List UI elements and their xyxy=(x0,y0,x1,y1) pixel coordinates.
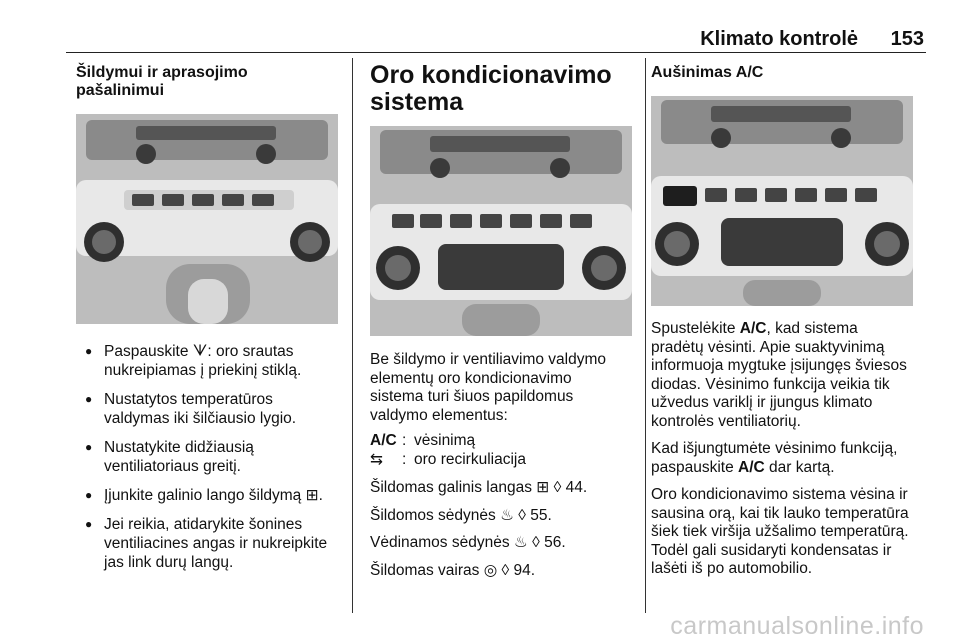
heading-line: pašalinimui xyxy=(76,82,165,99)
column-heating xyxy=(76,62,342,582)
paragraph-line: šiek tiek viršija užšalimo temperatūrą. xyxy=(651,523,909,540)
bullet-text: Nustatykite didžiausią xyxy=(104,439,254,456)
list-item xyxy=(76,486,342,505)
climate-panel-illustration xyxy=(76,114,338,324)
list-item xyxy=(76,390,342,428)
bullet-text: jas link durų langų. xyxy=(104,554,234,571)
cross-reference xyxy=(370,562,632,581)
bullet-text: . xyxy=(318,487,323,504)
column-divider xyxy=(645,58,646,613)
paragraph-line: diodas. Vėsinimo funkcija veikia tik xyxy=(651,375,890,393)
reference-text: Šildomas galinis langas xyxy=(370,479,537,496)
climate-panel-photo xyxy=(370,126,632,336)
cross-reference xyxy=(370,479,632,498)
heated-steering-wheel-icon: ◎ xyxy=(483,561,498,579)
cross-reference xyxy=(370,534,632,553)
bullet-text: Įjunkite galinio lango šildymą xyxy=(104,487,306,504)
paragraph-line: informuoja mygtuke įsijungęs šviesos xyxy=(651,357,907,374)
page-ref-arrow-icon: ◊ xyxy=(514,506,531,524)
paragraph xyxy=(651,440,931,477)
column-divider xyxy=(352,58,353,613)
paragraph-line: Oro kondicionavimo sistema vėsina ir xyxy=(651,486,908,503)
page-header xyxy=(66,22,926,53)
cross-reference xyxy=(370,507,632,526)
chapter-title: Klimato kontrolė xyxy=(700,28,858,50)
paragraph-text: , kad sistema xyxy=(766,320,858,337)
section-heading: Aušinimas A/C xyxy=(651,64,764,81)
paragraph-line: Todėl gali susidaryti kondensatas ir xyxy=(651,541,892,559)
ventilated-seat-icon: ♨ xyxy=(513,534,528,551)
paragraph-text: paspauskite xyxy=(651,458,739,476)
bullet-text: Jei reikia, atidarykite šonines xyxy=(104,516,303,533)
rear-window-heating-icon: ⊞ xyxy=(305,487,319,504)
paragraph-line: lašėti iš po automobilio. xyxy=(651,560,813,577)
climate-panel-photo xyxy=(651,96,913,306)
paragraph-line: Be šildymo ir ventiliavimo valdymo xyxy=(370,351,607,368)
reference-page: 55. xyxy=(530,506,552,524)
reference-text: Šildomas vairas xyxy=(370,561,484,579)
page-ref-arrow-icon: ◊ xyxy=(527,534,545,551)
bullet-text: nukreipiamas į priekinį stiklą. xyxy=(104,362,302,379)
ac-key-label: A/C xyxy=(738,458,765,476)
reference-text: Šildomos sėdynės xyxy=(370,506,501,524)
body-text xyxy=(651,320,931,579)
list-item xyxy=(76,515,342,572)
reference-page: 44. xyxy=(565,479,588,496)
definition-row xyxy=(370,431,632,450)
recirculation-icon: ⇆ xyxy=(370,451,383,468)
paragraph-line: sistema turi šiuos papildomus xyxy=(370,388,574,405)
page-number: 153 xyxy=(890,28,924,50)
separator: : xyxy=(402,451,407,468)
bullet-text: ventiliacines angas ir nukreipkite xyxy=(104,535,328,552)
definition-row xyxy=(370,450,632,469)
paragraph-line: valdymo elementus: xyxy=(370,406,508,424)
paragraph-text: dar kartą. xyxy=(764,458,835,476)
list-item xyxy=(76,438,342,476)
ac-button-illustration xyxy=(651,96,913,306)
paragraph xyxy=(651,320,931,431)
bullet-text: Paspauskite xyxy=(104,343,193,360)
paragraph-text: Spustelėkite xyxy=(651,320,740,337)
definition-text: vėsinimą xyxy=(414,432,476,449)
paragraph-line: pradėtų vėsinti. Apie suaktyvinimą xyxy=(651,338,885,356)
column-air-conditioning xyxy=(370,62,632,589)
definition-text: oro recirkuliacija xyxy=(414,451,526,468)
paragraph-line: sausina orą, kai tik lauko temperatūra xyxy=(651,504,909,522)
paragraph-line: užvedus variklį ir įjungus klimato xyxy=(651,394,873,411)
paragraph xyxy=(651,486,931,579)
watermark: carmanualsonline.info xyxy=(670,612,924,640)
bullet-text: : oro srautas xyxy=(207,343,294,360)
paragraph-line: kontrolės ventiliatorių. xyxy=(651,412,801,430)
definition-list xyxy=(370,431,632,469)
windscreen-defrost-icon: ᗐ xyxy=(192,343,208,360)
page-ref-arrow-icon: ◊ xyxy=(497,561,514,579)
ac-key-label: A/C xyxy=(370,432,397,449)
column-ac-cooling xyxy=(651,62,931,588)
page-ref-arrow-icon: ◊ xyxy=(549,479,566,496)
reference-page: 56. xyxy=(544,534,566,551)
list-item xyxy=(76,342,342,380)
bullet-text: ventiliatoriaus greitį. xyxy=(104,458,241,475)
intro-paragraph xyxy=(370,351,632,425)
ac-key-label: A/C xyxy=(739,320,767,337)
bullet-text: Nustatytos temperatūros xyxy=(104,391,273,408)
ac-panel-illustration xyxy=(370,126,632,336)
bullet-text: valdymas iki šilčiausio lygio. xyxy=(104,410,297,427)
rear-window-heating-icon: ⊞ xyxy=(536,479,550,496)
instruction-list xyxy=(76,342,342,572)
heading-line: Oro kondicionavimo xyxy=(370,61,612,89)
reference-text: Vėdinamos sėdynės xyxy=(370,534,514,551)
heading-line: Šildymui ir aprasojimo xyxy=(76,64,248,81)
heading-line: sistema xyxy=(370,88,464,116)
heated-seat-icon: ♨ xyxy=(500,506,514,524)
paragraph-line: Kad išjungtumėte vėsinimo funkciją, xyxy=(651,440,898,457)
reference-page: 94. xyxy=(513,561,536,579)
paragraph-line: elementų oro kondicionavimo xyxy=(370,369,572,387)
section-heading xyxy=(76,64,342,100)
climate-panel-photo xyxy=(76,114,338,324)
separator: : xyxy=(402,432,407,449)
section-heading xyxy=(370,62,632,116)
